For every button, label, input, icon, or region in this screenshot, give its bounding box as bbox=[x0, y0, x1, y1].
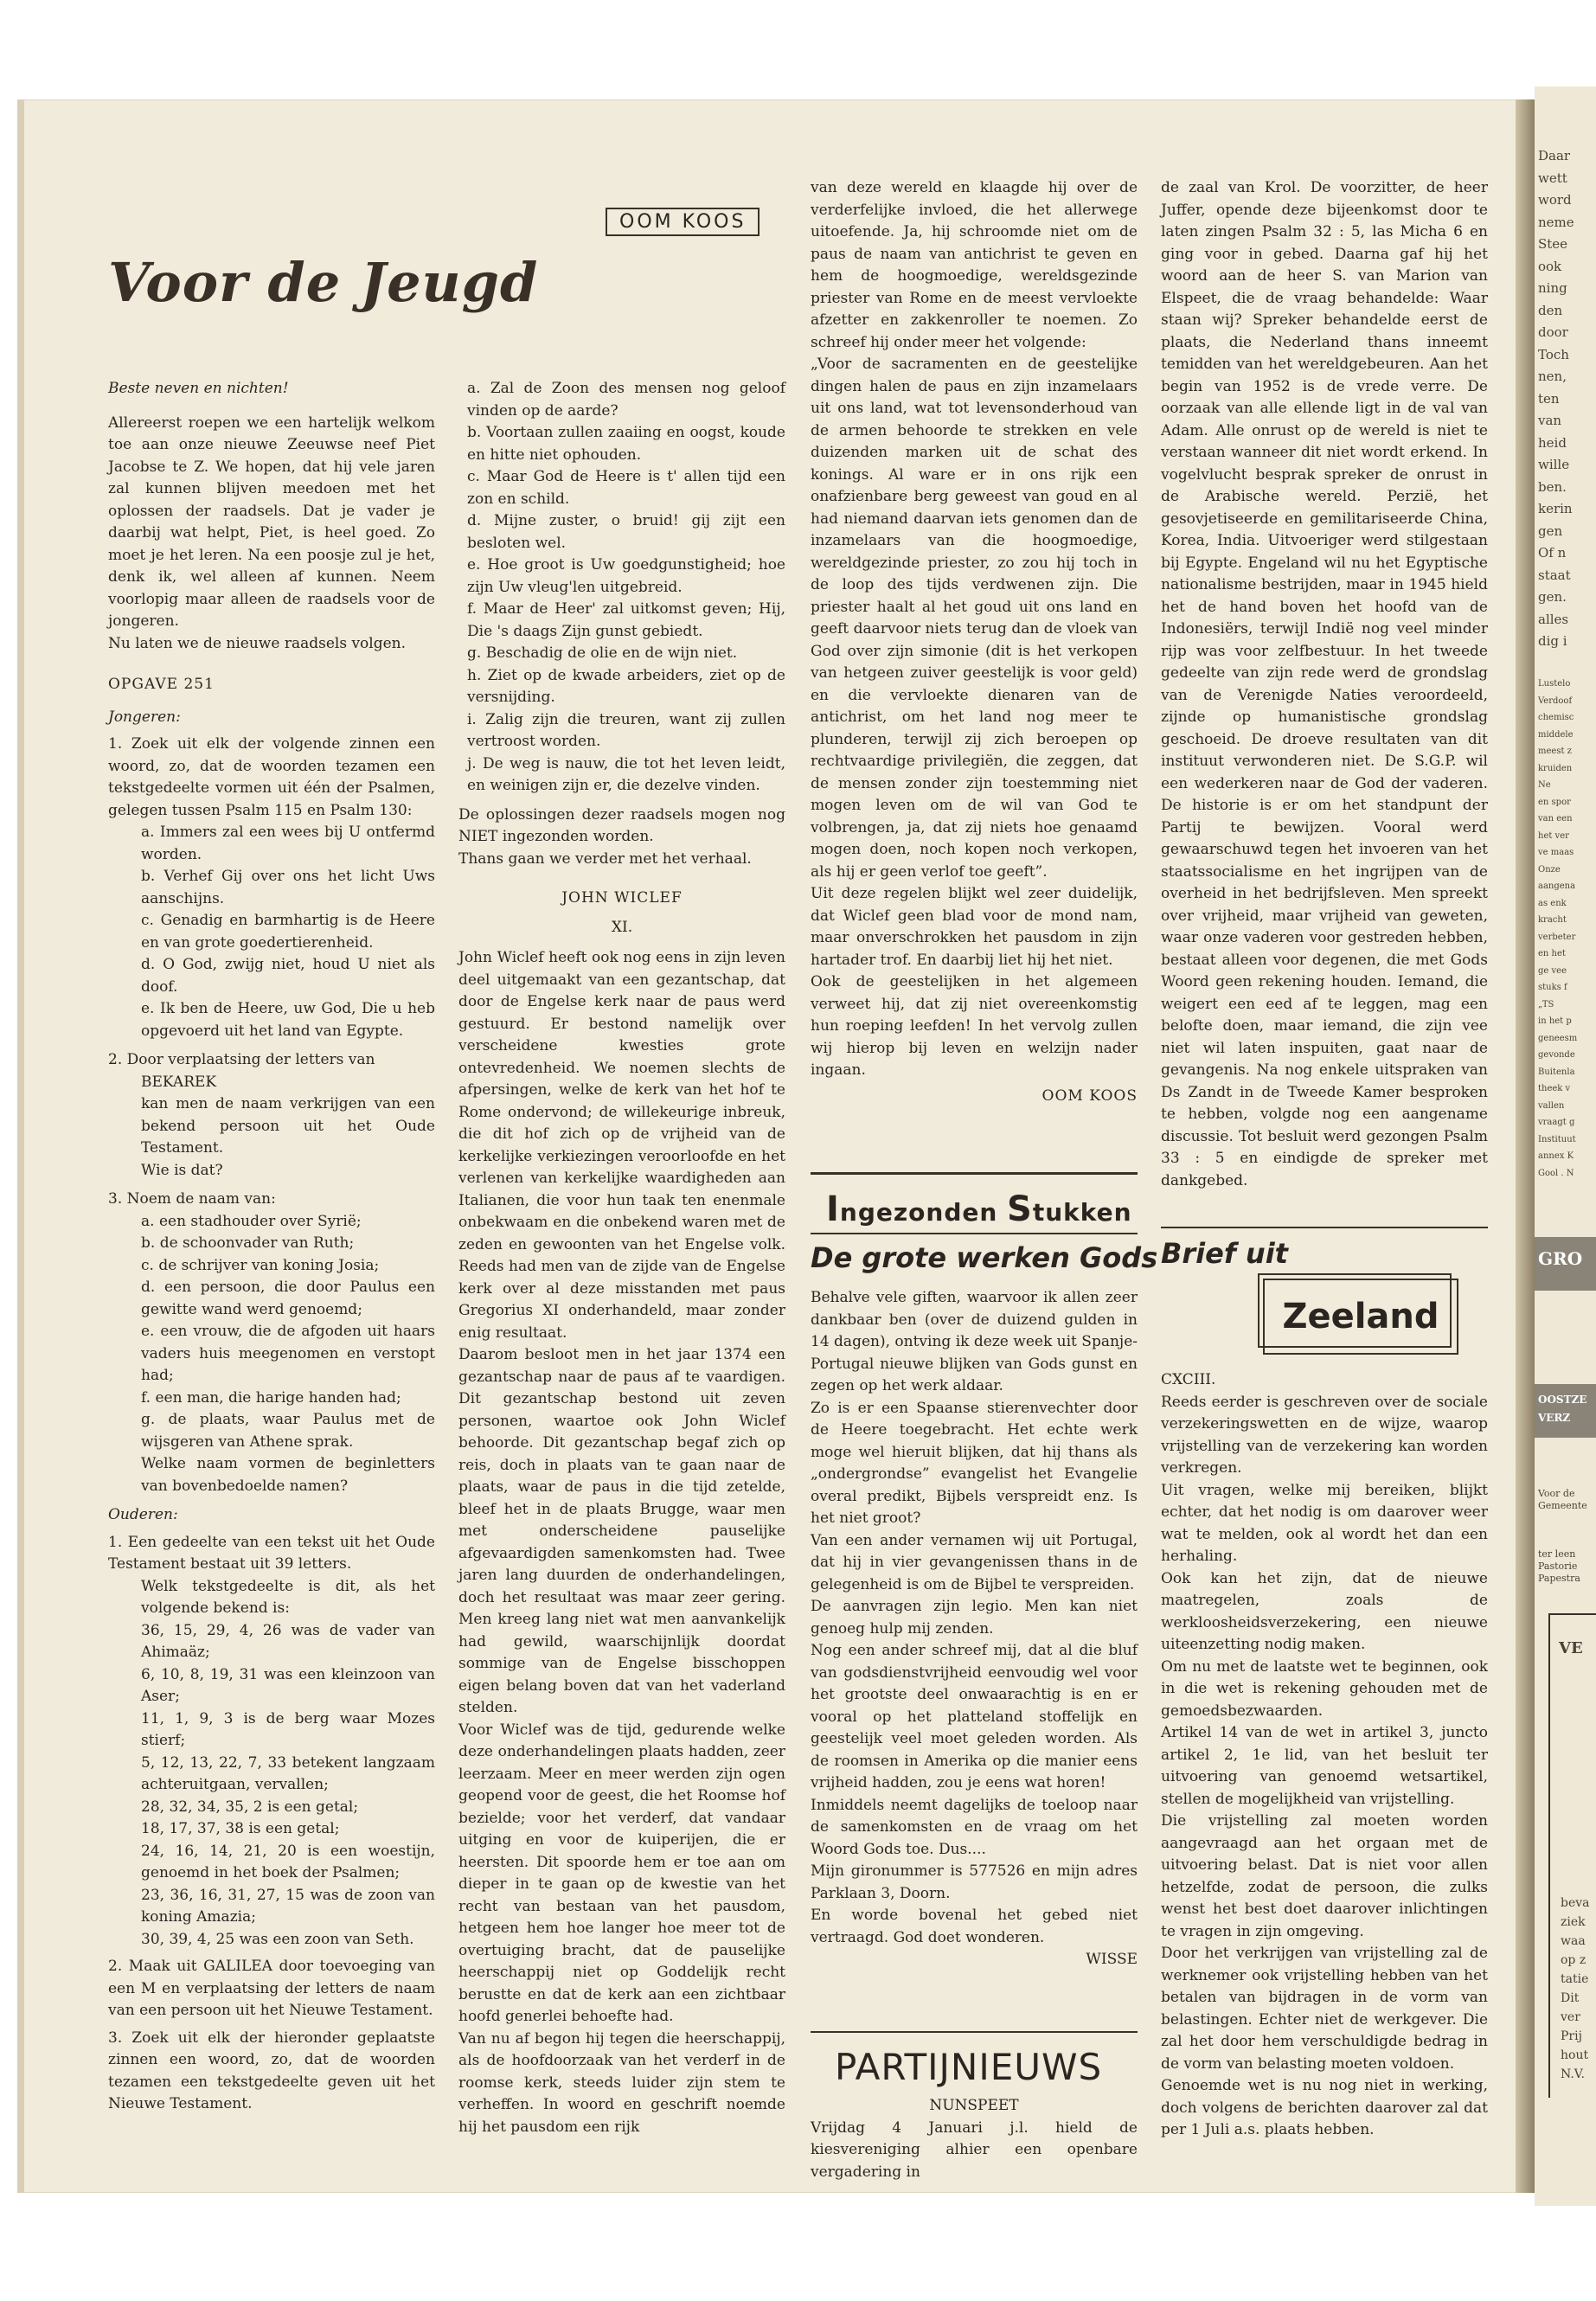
adjacent-page-fragment: gevonde bbox=[1538, 1050, 1575, 1060]
adjacent-page-fragment: kerin bbox=[1538, 501, 1573, 516]
question-1: 1. Zoek uit elk der volgende zinnen een woord, zo, dat de woorden tezamen een tekstgedeelte vormen uit één der Psalmen, gelegen tussen Psalm 115 en Psalm 130: bbox=[108, 735, 435, 819]
story-paragraph: John Wiclef heeft ook nog eens in zijn leven deel uitgemaakt van een gezantschap, dat door de Engelse kerk naar de paus werd gestuurd. Er bestond namelijk over verscheidene kwesties grote ontevredenheid. We noemen slechts de afpersingen, welke de kerk van het hof te Rome ondervond; de willekeurige inbreuk, die dit hof zich op de vrijheid van de kerkelijke verkiezingen veroorloofde en het verlenen van kerkelijke waardigheden aan Italianen, die voor hun taak ten enenmale onbekwaam en die onbekend waren met de zeden en gewoonten van het Engelse volk. Reeds had men van de zijde van de Engelse kerk over al deze misstanden met paus Gregorius XI onderhandeld, maar zonder enig resultaat. bbox=[458, 949, 785, 1342]
adjacent-page-fragment: Gool . N bbox=[1538, 1168, 1574, 1178]
column-4 bbox=[1161, 177, 1488, 1192]
story-quote: „Voor de sacramenten en de geestelijke dingen halen de paus en zijn inzamelaars uit ons land, wat tot levensonderhoud van de armen behoorde te strekken en vele duizenden marken uit de schat des konings. Al ware er in ons rijk een onafzienbare berg geweest van goud en al had niemand daarvan iets genomen dan de inzamelaars van die hoogmoedige, wereldgezinde priester, zo zou hij toch in de loop des tijds verdwenen zijn. Die priester haalt al het goud uit ons land en geeft daarvoor niets terug dan de vloek van God over zijn simonie (dit is het verkopen van hetgeen zuiver geestelijk is voor geld) en die vervloekte dienaren van de antichrist, om het land nog meer te plunderen, terwijl zij zich beroepen op rechtvaardige privilegiën, die zeggen, dat de mensen zonder zijn toestemming niet mogen leven om de wil van God te volbrengen, ja, dat zij niets hoe genaamd mogen doen, noch kopen noch verkopen, als hij er geen verlof toe geeft”. bbox=[811, 356, 1138, 881]
adjacent-page-fragment: Lustelo bbox=[1538, 679, 1571, 689]
section-title: Voor de Jeugd bbox=[108, 251, 539, 314]
question-2: 2. Door verplaatsing der letters van bbox=[108, 1051, 375, 1068]
clue-line: 28, 32, 34, 35, 2 is een getal; bbox=[141, 1798, 359, 1816]
adjacent-page-fragment: ten bbox=[1538, 390, 1560, 407]
question-3e: e. een vrouw, die de afgoden uit haars vaders huis meegenomen en verstopt had; bbox=[141, 1323, 435, 1384]
misc-text: Voor de Gemeente bbox=[1538, 1488, 1587, 1511]
solutions-note: De oplossingen dezer raadsels mogen nog NIET ingezonden worden. bbox=[458, 805, 785, 845]
question-3g: g. de plaats, waar Paulus met de wijsgeren van Athene sprak. bbox=[141, 1411, 435, 1451]
adjacent-page-fragment: ver bbox=[1561, 2010, 1580, 2024]
misc-text: ter leen Pastorie Papestra bbox=[1538, 1548, 1580, 1584]
older-question-3: 3. Zoek uit elk der hieronder geplaatste zinnen een woord, zo, dat de woorden tezamen een tekstgedeelte geven uit het Nieuwe Testament. bbox=[108, 2029, 435, 2112]
partijnieuws-heading: PARTIJNIEUWS bbox=[835, 2046, 1103, 2088]
adjacent-page-fragment: wille bbox=[1538, 457, 1570, 472]
greeting: Beste neven en nichten! bbox=[108, 380, 289, 397]
adjacent-page-fragment: en het bbox=[1538, 949, 1566, 958]
sentence-d: d. Mijne zuster, o bruid! gij zijt een besloten wel. bbox=[467, 512, 785, 552]
adjacent-page-fragment: nen, bbox=[1538, 369, 1567, 384]
story-paragraph: Uit deze regelen blijkt wel zeer duidelijk, dat Wiclef geen blad voor de mond nam, maar onverschrokken het pausdom in zijn hartader trof. En daarbij liet hij het niet. bbox=[811, 885, 1138, 969]
letter-paragraph: Genoemde wet is nu nog niet in werking, doch volgens de berichten daarover zal dat per 1 Juli a.s. plaats hebben. bbox=[1161, 2077, 1488, 2138]
sentence-g: g. Beschadig de olie en de wijn niet. bbox=[467, 644, 738, 662]
clue-line: 36, 15, 29, 4, 26 was de vader van Ahimaäz; bbox=[141, 1621, 435, 1661]
question-1d: d. O God, zwijg niet, houd U niet als doof. bbox=[141, 956, 435, 996]
letter-paragraph: Ook kan het zijn, dat de nieuwe maatregelen, zoals de werkloosheidsverzekering, een nieuwe uiteenzetting nodig maken. bbox=[1161, 1569, 1488, 1653]
adjacent-page-fragment: het ver bbox=[1538, 830, 1569, 841]
page-fold bbox=[1516, 99, 1535, 2193]
adjacent-page-fragment: beva bbox=[1561, 1896, 1590, 1910]
advert-text: GRO bbox=[1538, 1248, 1583, 1269]
intro-paragraph: Allereerst roepen we een hartelijk welkom toe aan onze nieuwe Zeeuwse neef Piet Jacobse te Z. We hopen, dat hij vele jaren zal kunnen blijven meedoen met het oplossen der raadsels. Dat je vader je daarbij wat helpt, Piet, is heel goed. Zo moet je het leren. Na een poosje zul je het, denk ik, wel alleen af kunnen. Neem voorlopig maar alleen de raadsels voor de jongeren. bbox=[108, 413, 435, 630]
byline-box: OOM KOOS bbox=[606, 208, 760, 236]
story-intro: Thans gaan we verder met het verhaal. bbox=[458, 849, 752, 868]
sentence-j: j. De weg is nauw, die tot het leven leidt, en weinigen zijn er, die dezelve vinden. bbox=[467, 754, 785, 794]
sentence-i: i. Zalig zijn die treuren, want zij zullen vertroost worden. bbox=[467, 710, 785, 750]
adjacent-page-fragment: N.V. bbox=[1561, 2067, 1585, 2081]
adjacent-page-fragment: neme bbox=[1538, 214, 1574, 230]
letter-paragraph: Door het verkrijgen van vrijstelling zal de werknemer ook vrijstelling hebben van het betalen van bijdragen in de vorm van belastingen. Echter niet de werkgever. Die zal het door hem verschuldigde bedrag in de vorm van belasting moeten voldoen. bbox=[1161, 1945, 1488, 2073]
opgave-heading: OPGAVE 251 bbox=[108, 676, 215, 693]
clue-line: 18, 17, 37, 38 is een getal; bbox=[141, 1820, 340, 1837]
letter-paragraph: Reeds eerder is geschreven over de sociale verzekeringswetten en de wijze, waarop vrijstelling van de verzekering kan worden verkregen. bbox=[1161, 1393, 1488, 1477]
heading-initial: I bbox=[826, 1189, 840, 1229]
adjacent-page-fragment: vallen bbox=[1538, 1100, 1565, 1111]
question-3b: b. de schoonvader van Ruth; bbox=[141, 1234, 355, 1252]
letter-paragraph: Uit vragen, welke mij bereiken, blijkt echter, dat het nodig is om daarover weer wat te melden, ook al wordt het dan een herhaling. bbox=[1161, 1481, 1488, 1565]
adjacent-page-fragment: gen. bbox=[1538, 589, 1567, 605]
adjacent-page-fragment: Buitenla bbox=[1538, 1067, 1575, 1077]
adjacent-page-fragment: verbeter bbox=[1538, 932, 1576, 942]
adjacent-page bbox=[1535, 87, 1596, 2206]
question-2c: Wie is dat? bbox=[141, 1161, 223, 1179]
ouderen-heading: Ouderen: bbox=[108, 1506, 178, 1523]
older-question-1b: Welk tekstgedeelte is dit, als het volgende bekend is: bbox=[141, 1577, 435, 1617]
question-3f: f. een man, die harige handen had; bbox=[141, 1388, 401, 1407]
adjacent-page-fragment: Toch bbox=[1538, 346, 1569, 362]
adjacent-page-fragment: aangena bbox=[1538, 881, 1576, 891]
column-3-lower bbox=[811, 1287, 1138, 1971]
adjacent-page-fragment: as enk bbox=[1538, 898, 1567, 908]
adjacent-page-fragment: kracht bbox=[1538, 915, 1567, 925]
advert-text: OOSTZE VERZ bbox=[1538, 1394, 1587, 1424]
adjacent-page-fragment: staat bbox=[1538, 567, 1571, 583]
box-border bbox=[1548, 1613, 1550, 2098]
partijnieuws-body bbox=[811, 2095, 1138, 2183]
adjacent-page-fragment: den bbox=[1538, 302, 1563, 318]
story-paragraph: Daarom besloot men in het jaar 1374 een gezantschap naar de paus af te vaardigen. Dit gezantschap bestond uit zeven personen, waartoe ook John Wiclef behoorde. Dit gezantschap begaf zich op reis, doch in plaats van te gaan naar de plaats, waar de paus in die tijd zetelde, bleef het in de plaats Brugge, waar men met onderscheidene pauselijke afgevaardigden samenkomsten had. Twee jaren lang duurden de onderhandelingen, doch het resultaat was maar zeer gering. Men kreeg lang niet wat men aanvankelijk had gewild, waarschijnlijk doordat sommige van de Engelse bisschoppen eigen belang boven dat van het vaderland stelden. bbox=[458, 1346, 785, 1716]
adjacent-page-fragment: van een bbox=[1538, 814, 1573, 824]
clue-line: 24, 16, 14, 21, 20 is een woestijn, genoemd in het boek der Psalmen; bbox=[141, 1842, 435, 1881]
sentence-f: f. Maar de Heer' zal uitkomst geven; Hij, Die 's daags Zijn gunst gebiedt. bbox=[467, 600, 785, 640]
clue-line: 23, 36, 16, 31, 27, 15 was de zoon van koning Amazia; bbox=[141, 1886, 435, 1926]
column-2 bbox=[458, 378, 785, 2138]
adjacent-page-fragment: chemisc bbox=[1538, 713, 1574, 722]
question-1b: b. Verhef Gij over ons het licht Uws aanschijns. bbox=[141, 868, 435, 907]
adjacent-page-fragment: middele bbox=[1538, 729, 1574, 740]
story-part: XI. bbox=[611, 918, 633, 936]
adjacent-page-fragment: Of n bbox=[1538, 545, 1567, 561]
adjacent-page-fragment: ook bbox=[1538, 258, 1562, 274]
clue-line: 11, 1, 9, 3 is de berg waar Mozes stierf; bbox=[141, 1709, 435, 1749]
letter-paragraph: Die vrijstelling zal moeten worden aangevraagd aan het orgaan met de uitvoering belast. Dat is niet voor allen hetzelfde, zodat de persoon, die zulks wenst het best doet daarover inlichtingen te vragen in zijn omgeving. bbox=[1161, 1812, 1488, 1940]
adjacent-page-fragment: ge vee bbox=[1538, 965, 1567, 976]
article-paragraph: Van een ander vernamen wij uit Portugal, dat hij in vier gevangenissen thans in de gelegenheid is om de Bijbel te verspreiden. bbox=[811, 1531, 1138, 1593]
question-3d: d. een persoon, die door Paulus een gewitte wand werd genoemd; bbox=[141, 1279, 435, 1318]
sentence-h: h. Ziet op de kwade arbeiders, ziet op de versnijding. bbox=[467, 666, 785, 706]
article-paragraph: Mijn gironummer is 577526 en mijn adres Parklaan 3, Doorn. bbox=[811, 1862, 1138, 1902]
adjacent-page-fragment: wett bbox=[1538, 170, 1567, 186]
clue-line: 30, 39, 4, 25 was een zoon van Seth. bbox=[141, 1930, 414, 1948]
adjacent-page-fragment: Verdoof bbox=[1538, 695, 1573, 706]
adjacent-page-fragment: gen bbox=[1538, 522, 1563, 539]
jongeren-heading: Jongeren: bbox=[108, 708, 181, 726]
sentence-b: b. Voortaan zullen zaaiing en oogst, koude en hitte niet ophouden. bbox=[467, 424, 785, 464]
column-3 bbox=[811, 177, 1138, 1107]
adjacent-page-fragment: door bbox=[1538, 324, 1568, 340]
heading-rest: ngezonden bbox=[839, 1198, 1008, 1227]
sentence-e: e. Hoe groot is Uw goedgunstigheid; hoe zijn Uw vleug'len uitgebreid. bbox=[467, 556, 785, 596]
older-question-1: 1. Een gedeelte van een tekst uit het Oude Testament bestaat uit 39 letters. bbox=[108, 1533, 435, 1573]
adjacent-page-fragment: en spor bbox=[1538, 797, 1571, 807]
adjacent-page-fragment: dig i bbox=[1538, 633, 1567, 649]
adjacent-page-fragment: waa bbox=[1561, 1934, 1586, 1948]
letter-paragraph: Om nu met de laatste wet te beginnen, ook in die wet is rekening gehouden met de gemoedsbezwaarden. bbox=[1161, 1657, 1488, 1720]
heading-rest: tukken bbox=[1032, 1198, 1132, 1227]
adjacent-page-fragment: Prij bbox=[1561, 2029, 1582, 2043]
adjacent-page-fragment: Instituut bbox=[1538, 1134, 1576, 1144]
letter-paragraph: Artikel 14 van de wet in artikel 3, juncto artikel 2, 1e lid, van het besluit ter uitvoering van genoemd wetsartikel, stellen de mogelijkheid van vrijstelling. bbox=[1161, 1724, 1488, 1808]
divider-rule bbox=[811, 1233, 1138, 1234]
dateline: NUNSPEET bbox=[929, 2097, 1019, 2114]
article-paragraph: Inmiddels neemt dagelijks de toeloop naar de samenkomsten en de vraag om het Woord Gods toe. Dus.... bbox=[811, 1796, 1138, 1858]
article-paragraph: De aanvragen zijn legio. Men kan niet genoeg hulp mij zenden. bbox=[811, 1598, 1138, 1638]
adjacent-page-fragment: hout bbox=[1561, 2048, 1589, 2062]
divider-rule bbox=[1548, 1613, 1596, 1615]
heading-initial: S bbox=[1007, 1189, 1033, 1229]
adjacent-page-fragment: ben. bbox=[1538, 478, 1567, 495]
adjacent-page-fragment: ning bbox=[1538, 280, 1567, 296]
signature-wisse: WISSE bbox=[1086, 1951, 1138, 1968]
story-paragraph: Van nu af begon hij tegen die heerschappij, als de hoofdoorzaak van het verderf in de roomse kerk, steeds luider zijn stem te verheffen. In woord en geschrift noemde hij het pausdom een rijk bbox=[458, 2029, 785, 2136]
story-paragraph: van deze wereld en klaagde hij over de verderfelijke invloed, die het allerwege uitoefende. Ja, hij schroomde niet om de paus de naam van antichrist te geven en hem de hoogmoedige, wereldsgezinde priester van Rome en de meest vervloekte afzetter en zakkenroller te noemen. Zo schreef hij onder meer het volgende: bbox=[811, 179, 1138, 351]
adjacent-page-fragment: heid bbox=[1538, 434, 1567, 451]
story-paragraph: Voor Wiclef was de tijd, gedurende welke deze onderhandelingen plaats hadden, zeer leerzaam. Meer en meer werden zijn ogen geopend voor de geest, die het Roomse hof bezielde; voor het verderf, dat vandaar uitging en voor de kuiperijen, die er heersten. Dit spoorde hem er toe aan om dieper in te gaan op de kwestie van het recht van bestaan van het pausdom, hetgeen hem hoe langer hoe meer tot de overtuiging bracht, dat de pauselijke heerschappij niet op Goddelijk recht berustte en dat de kerk aan een zichtbaar hoofd generlei behoefte had. bbox=[458, 1721, 785, 2025]
adjacent-page-fragment: vraagt g bbox=[1538, 1118, 1575, 1127]
article-paragraph: En worde bovenal het gebed niet vertraagd. God doet wonderen. bbox=[811, 1907, 1138, 1946]
question-2-word: BEKAREK bbox=[141, 1073, 217, 1091]
adjacent-page-fragment: stuks f bbox=[1538, 983, 1567, 992]
adjacent-page-fragment: geneesm bbox=[1538, 1033, 1578, 1043]
article-paragraph: Behalve vele giften, waarvoor ik allen zeer dankbaar ben (over de duizend gulden in 14 dagen), ontving ik deze week uit Spanje-Portugal nieuwe blijken van Gods gunst en zegen op het werk aldaar. bbox=[811, 1289, 1138, 1394]
brief-uit-heading: Brief uit bbox=[1161, 1237, 1288, 1270]
adjacent-page-fragment: kruiden bbox=[1538, 763, 1573, 773]
column-4-lower bbox=[1161, 1369, 1488, 2142]
adjacent-page-fragment: Onze bbox=[1538, 864, 1561, 875]
question-3c: c. de schrijver van koning Josia; bbox=[141, 1256, 380, 1274]
adjacent-page-fragment: tatie bbox=[1561, 1972, 1589, 1986]
adjacent-page-fragment: word bbox=[1538, 192, 1572, 208]
ingezonden-stukken-heading bbox=[826, 1189, 1132, 1229]
adjacent-page-fragment: op z bbox=[1561, 1953, 1586, 1967]
adjacent-page-fragment: alles bbox=[1538, 611, 1569, 627]
adjacent-page-fragment: Daar bbox=[1538, 148, 1571, 163]
older-question-2: 2. Maak uit GALILEA door toevoeging van een M en verplaatsing der letters de naam van een persoon uit het Nieuwe Testament. bbox=[108, 1958, 435, 2019]
article-paragraph: de zaal van Krol. De voorzitter, de heer Juffer, opende deze bijeenkomst door te laten zingen Psalm 32 : 5, las Micha 6 en ging voor in gebed. Daarna gaf hij het woord aan de heer S. van Marion van Elspeet, die de vraag behandelde: Waar staan wij? Spreker behandelde eerst de plaats, die Nederland thans inneemt temidden van het wereldgebeuren. Aan het begin van 1952 is de vrede verre. De oorzaak van alle ellende ligt in de val van Adam. Alle onrust op de wereld is niet te verstaan wanneer dit niet wordt erkend. In vogelvlucht besprak spreker de onrust in de Arabische wereld. Perzië, het gesovjetiseerde en gemilitariseerde China, Korea, India. Uitvoeriger werd stilgestaan bij Egypte. Engeland wil nu het Egyptische nationalisme bestrijden, maar in 1945 hield het de hand boven het hoofd van de Indonesiërs, terwijl Indië nog veel minder rijp was voor zelfbestuur. In het tweede gedeelte van zijn rede werd de grondslag van de Verenigde Naties veroordeeld, zijnde op humanistische grondslag geschoeid. De droeve resultaten van dit instituut verwonderen niet. De S.G.P. wil een wederkeren naar de God der vaderen. De historie is er om het standpunt der Partij te bewijzen. Vooral werd gewaarschuwd tegen het invoeren van het staatssocialisme en het ingrijpen van de overheid in het bedrijfsleven. Men spreekt over vrijheid, maar vrijheid van geweten, waar onze vaderen voor gestreden hebben, bestaat alleen voor degenen, die met Gods Woord geen rekening houden. Iemand, die weigert een eed af te leggen, mag een belofte doen, maar iemand, die zijn vee niet wil laten inspuiten, gaat naar de gevangenis. Na nog enkele uitspraken van Ds Zandt in de Tweede Kamer besproken te hebben, volgde nog een aangename discussie. Tot besluit werd gezongen Psalm 33 : 5 en eindigde de spreker met dankgebed. bbox=[1161, 179, 1488, 1189]
clue-line: 5, 12, 13, 22, 7, 33 betekent langzaam achteruitgaan, vervallen; bbox=[141, 1753, 435, 1793]
signature-oom-koos: OOM KOOS bbox=[1042, 1086, 1138, 1105]
letter-number: CXCIII. bbox=[1161, 1371, 1216, 1388]
adjacent-page-fragment: annex K bbox=[1538, 1151, 1574, 1161]
column-1 bbox=[108, 378, 435, 2116]
sentence-c: c. Maar God de Heere is t' allen tijd een zon en schild. bbox=[467, 468, 785, 508]
story-paragraph: Ook de geestelijken in het algemeen verweet hij, dat zij niet overeenkomstig hun roeping leefden! In het vervolg zullen wij hierop bij leven en welzijn nader ingaan. bbox=[811, 973, 1138, 1079]
adjacent-page-fragment: in het p bbox=[1538, 1016, 1572, 1026]
adjacent-page-fragment: „TS bbox=[1538, 999, 1554, 1009]
adjacent-page-fragment: meest z bbox=[1538, 747, 1572, 756]
story-title: JOHN WICLEF bbox=[561, 889, 683, 907]
adjacent-page-fragment: Stee bbox=[1538, 236, 1568, 252]
adjacent-page-fragment: van bbox=[1538, 413, 1562, 428]
adjacent-page-fragment: Dit bbox=[1561, 1991, 1580, 2005]
adjacent-page-fragment: ve maas bbox=[1538, 848, 1574, 857]
article-paragraph: Zo is er een Spaanse stierenvechter door de Heere toegebracht. Het echte werk moge wel hieruit blijken, dat hij thans als „ondergrondse” evangelist het Evangelie overal predikt, Bijbels verspreidt enz. Is het niet groot? bbox=[811, 1399, 1138, 1527]
article-paragraph: Vrijdag 4 Januari j.l. hield de kiesvereniging alhier een openbare vergadering in bbox=[811, 2118, 1138, 2181]
page-edge bbox=[17, 99, 24, 2193]
zeeland-box: Zeeland bbox=[1263, 1279, 1458, 1355]
question-3: 3. Noem de naam van: bbox=[108, 1190, 276, 1208]
question-3h: Welke naam vormen de beginletters van bovenbedoelde namen? bbox=[141, 1455, 435, 1495]
question-3a: a. een stadhouder over Syrië; bbox=[141, 1212, 362, 1230]
question-1c: c. Genadig en barmhartig is de Heere en van grote goedertierenheid. bbox=[141, 912, 435, 952]
divider-rule bbox=[1161, 1227, 1488, 1228]
question-1e: e. Ik ben de Heere, uw God, Die u heb opgevoerd uit het land van Egypte. bbox=[141, 1000, 435, 1040]
article-title: De grote werken Gods bbox=[811, 1241, 1158, 1274]
intro-paragraph-2: Nu laten we de nieuwe raadsels volgen. bbox=[108, 634, 407, 652]
adjacent-page-fragment: Ne bbox=[1538, 780, 1551, 790]
box-heading: VE bbox=[1559, 1639, 1583, 1657]
question-1a: a. Immers zal een wees bij U ontfermd worden. bbox=[141, 824, 435, 863]
question-2b: kan men de naam verkrijgen van een bekend persoon uit het Oude Testament. bbox=[141, 1095, 435, 1157]
adjacent-page-fragment: theek v bbox=[1538, 1084, 1571, 1093]
clue-line: 6, 10, 8, 19, 31 was een kleinzoon van Aser; bbox=[141, 1665, 435, 1705]
adjacent-page-fragment: ziek bbox=[1561, 1915, 1586, 1929]
divider-rule bbox=[811, 2031, 1138, 2033]
divider-rule bbox=[811, 1172, 1138, 1175]
sentence-a: a. Zal de Zoon des mensen nog geloof vinden op de aarde? bbox=[467, 380, 785, 420]
article-paragraph: Nog een ander schreef mij, dat al die bluf van godsdienstvrijheid eenvoudig wel voor het grootste deel onwaarachtig is en er vooral op het platteland stoffelijk en geestelijk veel moet geleden worden. Als de roomsen in Amerika op die manier eens vrijheid hadden, zou je eens wat horen! bbox=[811, 1642, 1138, 1791]
